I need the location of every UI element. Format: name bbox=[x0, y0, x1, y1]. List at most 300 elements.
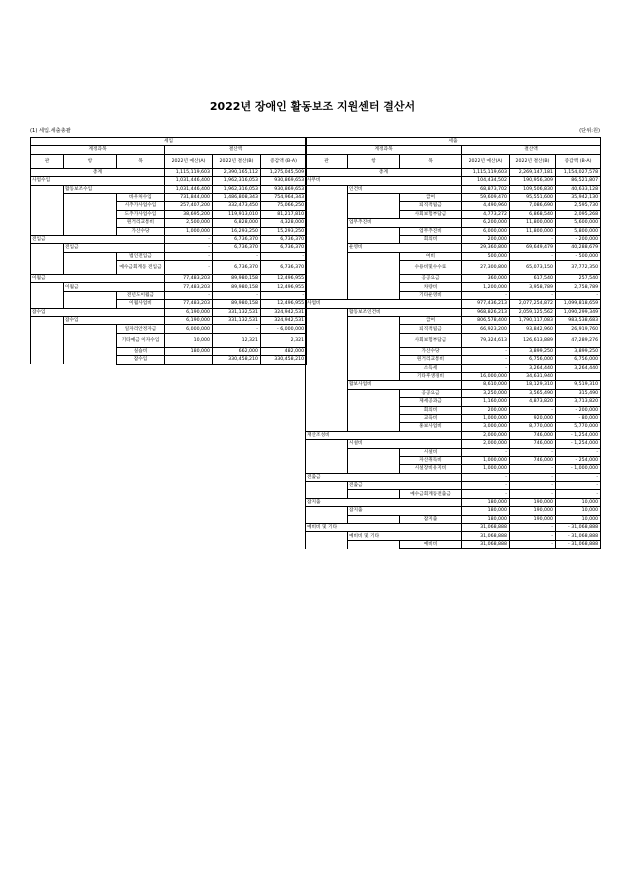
budget-cell: 1,000,000 bbox=[462, 456, 510, 464]
gwan-cell: 사무비 bbox=[306, 177, 462, 185]
settle-cell: 126,613,889 bbox=[510, 333, 556, 347]
settle-cell: 18,129,310 bbox=[510, 381, 556, 389]
diff-cell: 2,758,789 bbox=[556, 283, 601, 291]
settle-cell: 3,899,250 bbox=[510, 347, 556, 355]
indent-cell bbox=[64, 193, 117, 201]
mok-cell: 법인전입금 bbox=[117, 252, 165, 260]
col-budget: 2022년 예산(A) bbox=[165, 154, 213, 168]
table-row bbox=[306, 202, 601, 210]
diff-cell: 2,321 bbox=[261, 333, 307, 347]
settle-cell: 89,980,158 bbox=[213, 300, 261, 308]
table-row bbox=[306, 219, 601, 227]
indent-cell bbox=[306, 532, 348, 540]
diff-cell: 315,490 bbox=[556, 389, 601, 397]
hang-cell: 잡수입 bbox=[64, 317, 165, 325]
mok-cell: 소득세 bbox=[400, 364, 462, 372]
budget-cell: 2,000,000 bbox=[462, 440, 510, 448]
table-row bbox=[31, 244, 307, 252]
budget-cell: 3,250,000 bbox=[462, 389, 510, 397]
mok-cell: 예수금회계동 전입금 bbox=[117, 261, 165, 275]
budget-cell: - bbox=[462, 448, 510, 456]
indent-cell bbox=[306, 244, 348, 252]
indent-cell bbox=[306, 406, 348, 414]
mok-cell: 기타운영비 bbox=[400, 291, 462, 299]
budget-cell: - bbox=[165, 235, 213, 243]
table-row bbox=[31, 261, 307, 275]
indent-cell bbox=[306, 235, 348, 243]
indent-cell bbox=[306, 423, 348, 431]
table-row bbox=[306, 227, 601, 235]
col-diff: 증감액 (B-A) bbox=[556, 154, 601, 168]
table-row bbox=[306, 193, 601, 201]
diff-cell: - 1,254,000 bbox=[556, 440, 601, 448]
indent-cell bbox=[64, 252, 117, 260]
table-row bbox=[306, 473, 601, 481]
indent-cell bbox=[31, 219, 64, 227]
mok-cell: 여비 bbox=[400, 252, 462, 260]
mok-cell: 이월사업비 bbox=[117, 300, 165, 308]
diff-cell: 9,519,310 bbox=[556, 381, 601, 389]
indent-cell bbox=[306, 202, 348, 210]
settle-cell: 11,800,000 bbox=[510, 227, 556, 235]
budget-cell: 200,000 bbox=[462, 406, 510, 414]
budget-cell: 1,000,000 bbox=[462, 414, 510, 422]
table-row bbox=[306, 398, 601, 406]
settle-cell: - bbox=[213, 252, 261, 260]
diff-cell: 3,899,250 bbox=[556, 347, 601, 355]
settle-cell: 331,132,531 bbox=[213, 308, 261, 316]
budget-cell: 1,000,000 bbox=[165, 227, 213, 235]
indent-cell bbox=[348, 372, 400, 380]
budget-cell: 1,115,119,603 bbox=[165, 168, 213, 176]
diff-cell: 47,289,276 bbox=[556, 333, 601, 347]
settle-cell: - bbox=[510, 482, 556, 490]
table-row bbox=[306, 364, 601, 372]
budget-cell: 31,068,888 bbox=[462, 524, 510, 532]
diff-cell: 10,000 bbox=[556, 507, 601, 515]
indent-cell bbox=[31, 291, 64, 299]
indent-cell bbox=[31, 252, 64, 260]
table-row bbox=[306, 414, 601, 422]
settle-cell: 331,132,531 bbox=[213, 317, 261, 325]
table-row bbox=[306, 381, 601, 389]
settle-cell: 3,565,490 bbox=[510, 389, 556, 397]
settle-cell: 3,264,440 bbox=[510, 364, 556, 372]
settle-cell: - bbox=[510, 252, 556, 260]
budget-cell: 10,000 bbox=[165, 333, 213, 347]
settle-cell: 6,756,000 bbox=[510, 356, 556, 364]
indent-cell bbox=[64, 202, 117, 210]
settle-cell: 6,736,370 bbox=[213, 235, 261, 243]
budget-cell: - bbox=[462, 347, 510, 355]
table-row bbox=[306, 524, 601, 532]
mok-cell: 잡수입 bbox=[117, 356, 165, 364]
diff-cell: 324,942,531 bbox=[261, 317, 307, 325]
indent-cell bbox=[306, 219, 348, 227]
indent-cell bbox=[348, 235, 400, 243]
settle-cell: 7,086,690 bbox=[510, 202, 556, 210]
mok-cell: 공공요금 bbox=[400, 389, 462, 397]
mok-cell: 홍보사업비 bbox=[400, 423, 462, 431]
settle-cell: 662,000 bbox=[213, 347, 261, 355]
indent-cell bbox=[64, 219, 117, 227]
indent-cell bbox=[306, 252, 348, 260]
indent-cell bbox=[348, 448, 400, 456]
hang-cell: 시설비 bbox=[348, 440, 462, 448]
indent-cell bbox=[306, 456, 348, 464]
budget-cell: 77,483,203 bbox=[165, 283, 213, 291]
indent-cell bbox=[348, 347, 400, 355]
table-row bbox=[306, 440, 601, 448]
settle-cell: 2,077,254,872 bbox=[510, 300, 556, 308]
indent-cell bbox=[348, 540, 400, 548]
indent-cell bbox=[348, 398, 400, 406]
indent-cell bbox=[306, 515, 348, 523]
mok-cell: 자산취득비 bbox=[400, 456, 462, 464]
mok-cell: 업무추진비 bbox=[400, 227, 462, 235]
indent-cell bbox=[348, 414, 400, 422]
budget-cell: 6,190,000 bbox=[165, 317, 213, 325]
diff-cell: 482,000 bbox=[261, 347, 307, 355]
diff-cell: 12,496,955 bbox=[261, 300, 307, 308]
budget-cell: 4,490,960 bbox=[462, 202, 510, 210]
table-row bbox=[31, 235, 307, 243]
col-gwan: 관 bbox=[306, 154, 348, 168]
table-row bbox=[306, 235, 601, 243]
table-row bbox=[306, 507, 601, 515]
indent-cell bbox=[306, 540, 348, 548]
diff-cell: - 200,000 bbox=[556, 235, 601, 243]
diff-cell: - bbox=[556, 482, 601, 490]
col-settle: 2022년 결산(B) bbox=[510, 154, 556, 168]
table-row bbox=[31, 325, 307, 333]
indent-cell bbox=[306, 317, 348, 325]
settle-cell: 89,980,158 bbox=[213, 283, 261, 291]
indent-cell bbox=[31, 185, 64, 193]
col-settle: 2022년 결산(B) bbox=[213, 154, 261, 168]
budget-cell: 500,000 bbox=[462, 252, 510, 260]
table-row bbox=[306, 317, 601, 325]
mok-cell: 예비비 bbox=[400, 540, 462, 548]
table-row bbox=[306, 423, 601, 431]
table-row bbox=[306, 465, 601, 473]
budget-cell: 4,773,272 bbox=[462, 210, 510, 218]
budget-cell: 79,324,613 bbox=[462, 333, 510, 347]
budget-cell: - bbox=[462, 291, 510, 299]
indent-cell bbox=[306, 227, 348, 235]
budget-cell: - bbox=[165, 252, 213, 260]
table-row bbox=[31, 347, 307, 355]
table-row bbox=[306, 308, 601, 316]
indent-cell bbox=[348, 465, 400, 473]
indent-cell bbox=[348, 317, 400, 325]
budget-cell: 27,300,800 bbox=[462, 261, 510, 275]
table-row bbox=[306, 490, 601, 498]
diff-cell: - bbox=[556, 473, 601, 481]
diff-cell: - bbox=[261, 252, 307, 260]
diff-cell: 6,736,370 bbox=[261, 261, 307, 275]
mok-cell: 예수금회계동전출금 bbox=[400, 490, 462, 498]
table-row bbox=[306, 325, 601, 333]
revenue-table bbox=[30, 137, 307, 365]
indent-cell bbox=[64, 227, 117, 235]
settle-cell: 617,540 bbox=[510, 275, 556, 283]
diff-cell: - 6,000,000 bbox=[261, 325, 307, 333]
hang-cell: 운영비 bbox=[348, 244, 462, 252]
diff-cell: - 200,000 bbox=[556, 406, 601, 414]
budget-cell: 257,407,200 bbox=[165, 202, 213, 210]
indent-cell bbox=[348, 291, 400, 299]
mok-cell: 일자리안정자금 bbox=[117, 325, 165, 333]
settle-cell: - bbox=[510, 448, 556, 456]
table-row bbox=[306, 252, 601, 260]
revenue-section-title: 세입 bbox=[31, 138, 307, 146]
settle-cell: 332,473,450 bbox=[213, 202, 261, 210]
indent-cell bbox=[348, 456, 400, 464]
diff-cell: - 500,000 bbox=[556, 252, 601, 260]
indent-cell bbox=[31, 283, 64, 291]
budget-cell: - bbox=[462, 482, 510, 490]
budget-cell: 6,000,000 bbox=[165, 325, 213, 333]
settle-cell: 190,000 bbox=[510, 507, 556, 515]
settle-cell: 920,000 bbox=[510, 414, 556, 422]
settle-cell: 93,842,960 bbox=[510, 325, 556, 333]
table-row bbox=[306, 389, 601, 397]
settle-cell: - bbox=[213, 325, 261, 333]
table-row bbox=[306, 406, 601, 414]
table-row bbox=[306, 168, 601, 176]
settle-cell: - bbox=[510, 406, 556, 414]
table-row bbox=[306, 275, 601, 283]
mok-cell: 기타후생경비 bbox=[400, 372, 462, 380]
settle-cell: - bbox=[510, 473, 556, 481]
diff-cell: 754,964,343 bbox=[261, 193, 307, 201]
diff-cell: - 80,000 bbox=[556, 414, 601, 422]
budget-cell: 1,160,000 bbox=[462, 398, 510, 406]
diff-cell: 12,496,955 bbox=[261, 283, 307, 291]
diff-cell: 2,095,268 bbox=[556, 210, 601, 218]
indent-cell bbox=[64, 210, 117, 218]
indent-cell bbox=[306, 482, 348, 490]
indent-cell bbox=[306, 440, 348, 448]
indent-cell bbox=[348, 423, 400, 431]
budget-cell: - bbox=[462, 364, 510, 372]
table-row bbox=[306, 291, 601, 299]
indent-cell bbox=[348, 202, 400, 210]
diff-cell: 12,496,955 bbox=[261, 275, 307, 283]
col-mok: 목 bbox=[400, 154, 462, 168]
settle-cell: 34,631,940 bbox=[510, 372, 556, 380]
settle-cell: 190,000 bbox=[510, 515, 556, 523]
table-row bbox=[306, 356, 601, 364]
budget-cell: 200,000 bbox=[462, 235, 510, 243]
budget-cell: 8,610,000 bbox=[462, 381, 510, 389]
diff-cell: 5,600,000 bbox=[556, 219, 601, 227]
budget-cell bbox=[165, 356, 213, 364]
gwan-cell: 재산조성비 bbox=[306, 431, 462, 439]
table-row bbox=[306, 185, 601, 193]
indent-cell bbox=[64, 261, 117, 275]
settle-cell: 330,458,210 bbox=[213, 356, 261, 364]
mok-cell: 전년도이월금 bbox=[117, 291, 165, 299]
indent-cell bbox=[31, 227, 64, 235]
indent-cell bbox=[64, 333, 117, 347]
mok-cell: 원거리교통비 bbox=[400, 356, 462, 364]
mok-cell: 잡지출 bbox=[400, 515, 462, 523]
diff-cell: 930,869,653 bbox=[261, 185, 307, 193]
indent-cell bbox=[31, 347, 64, 355]
diff-cell: 1,099,818,659 bbox=[556, 300, 601, 308]
settle-cell: 746,000 bbox=[510, 431, 556, 439]
table-row bbox=[306, 261, 601, 275]
budget-cell: 77,483,203 bbox=[165, 300, 213, 308]
settle-cell: - bbox=[510, 524, 556, 532]
settle-cell: 1,962,316,053 bbox=[213, 177, 261, 185]
budget-cell: 6,200,000 bbox=[462, 219, 510, 227]
diff-cell: 6,756,000 bbox=[556, 356, 601, 364]
mok-cell: 공공요금 bbox=[400, 275, 462, 283]
budget-cell: 1,115,119,603 bbox=[462, 168, 510, 176]
hang-cell: 인건비 bbox=[348, 185, 462, 193]
settle-cell: 95,551,600 bbox=[510, 193, 556, 201]
gwan-cell: 전출금 bbox=[306, 473, 462, 481]
mok-cell: 사회보험부담금 bbox=[400, 333, 462, 347]
budget-cell: - bbox=[165, 244, 213, 252]
diff-cell: - 31,068,888 bbox=[556, 524, 601, 532]
col-mok: 목 bbox=[117, 154, 165, 168]
diff-cell: 37,772,350 bbox=[556, 261, 601, 275]
gwan-cell: 사업비 bbox=[306, 300, 462, 308]
diff-cell: - 254,000 bbox=[556, 456, 601, 464]
table-row bbox=[31, 275, 307, 283]
indent-cell bbox=[306, 448, 348, 456]
settle-cell: - bbox=[510, 540, 556, 548]
diff-cell: 6,736,370 bbox=[261, 244, 307, 252]
col-gwan: 관 bbox=[31, 154, 64, 168]
table-row bbox=[306, 300, 601, 308]
budget-cell: 180,000 bbox=[462, 498, 510, 506]
table-row bbox=[31, 252, 307, 260]
table-row bbox=[306, 372, 601, 380]
budget-cell: 1,000,000 bbox=[462, 465, 510, 473]
indent-cell bbox=[64, 291, 117, 299]
gwan-cell: 예비비 및 기타 bbox=[306, 524, 462, 532]
diff-cell: 330,458,210 bbox=[261, 356, 307, 364]
table-row bbox=[306, 482, 601, 490]
table-row bbox=[306, 515, 601, 523]
indent-cell bbox=[348, 364, 400, 372]
settle-cell: - bbox=[510, 235, 556, 243]
mok-cell: 시추가사업수입 bbox=[117, 202, 165, 210]
account-header: 계정과목 bbox=[306, 146, 462, 154]
indent-cell bbox=[64, 347, 117, 355]
budget-cell: 360,000 bbox=[462, 275, 510, 283]
settle-cell: 89,980,158 bbox=[213, 275, 261, 283]
mok-cell: 가산수당 bbox=[117, 227, 165, 235]
table-row bbox=[31, 193, 307, 201]
diff-cell: 257,540 bbox=[556, 275, 601, 283]
budget-cell: 66,923,200 bbox=[462, 325, 510, 333]
budget-cell: 3,000,000 bbox=[462, 423, 510, 431]
table-row bbox=[306, 532, 601, 540]
table-row bbox=[31, 300, 307, 308]
table-row bbox=[306, 177, 601, 185]
indent-cell bbox=[306, 372, 348, 380]
mok-cell: 원거리교통비 bbox=[117, 219, 165, 227]
table-row bbox=[306, 431, 601, 439]
indent-cell bbox=[348, 515, 400, 523]
table-row bbox=[31, 202, 307, 210]
gwan-cell: 사업수입 bbox=[31, 177, 165, 185]
settle-cell: 109,506,830 bbox=[510, 185, 556, 193]
budget-cell: 6,190,000 bbox=[165, 308, 213, 316]
diff-cell: 5,770,000 bbox=[556, 423, 601, 431]
col-diff: 증감액 (B-A) bbox=[261, 154, 307, 168]
mok-cell: 차량비 bbox=[400, 283, 462, 291]
table-row bbox=[31, 227, 307, 235]
budget-cell: 104,434,502 bbox=[462, 177, 510, 185]
mok-cell: 회의비 bbox=[400, 235, 462, 243]
budget-cell: 180,000 bbox=[462, 507, 510, 515]
budget-cell: 68,873,702 bbox=[462, 185, 510, 193]
budget-cell: 31,068,888 bbox=[462, 540, 510, 548]
settle-cell: - bbox=[510, 532, 556, 540]
diff-cell: 983,538,683 bbox=[556, 317, 601, 325]
indent-cell bbox=[348, 210, 400, 218]
diff-cell: - 31,068,888 bbox=[556, 532, 601, 540]
settle-cell: 1,486,808,343 bbox=[213, 193, 261, 201]
table-row bbox=[31, 333, 307, 347]
mok-cell: 교육비 bbox=[400, 414, 462, 422]
settle-cell: 69,649,479 bbox=[510, 244, 556, 252]
budget-cell: 968,826,213 bbox=[462, 308, 510, 316]
indent-cell bbox=[306, 414, 348, 422]
indent-cell bbox=[306, 210, 348, 218]
diff-cell: - 1,254,000 bbox=[556, 431, 601, 439]
hang-cell: 잡지출 bbox=[348, 507, 462, 515]
expenditure-section-title: 세출 bbox=[306, 138, 601, 146]
table-row bbox=[31, 168, 307, 176]
indent-cell bbox=[31, 193, 64, 201]
indent-cell bbox=[306, 389, 348, 397]
budget-cell: - bbox=[462, 490, 510, 498]
indent-cell bbox=[306, 381, 348, 389]
diff-cell: 35,942,130 bbox=[556, 193, 601, 201]
total-label: 총계 bbox=[31, 168, 165, 176]
diff-cell: 10,000 bbox=[556, 515, 601, 523]
diff-cell: 6,736,370 bbox=[261, 235, 307, 243]
hang-cell: 활보사업비 bbox=[348, 381, 462, 389]
gwan-cell: 전입금 bbox=[31, 235, 165, 243]
indent-cell bbox=[348, 283, 400, 291]
settle-cell: 8,770,000 bbox=[510, 423, 556, 431]
diff-cell: 81,217,810 bbox=[261, 210, 307, 218]
hang-cell: 전출금 bbox=[348, 482, 462, 490]
table-row bbox=[31, 210, 307, 218]
hang-cell: 이월금 bbox=[64, 283, 165, 291]
mok-cell: 가산수당 bbox=[400, 347, 462, 355]
indent-cell bbox=[348, 261, 400, 275]
budget-cell: 31,068,888 bbox=[462, 532, 510, 540]
table-row bbox=[306, 498, 601, 506]
indent-cell bbox=[31, 244, 64, 252]
table-row bbox=[306, 540, 601, 548]
settle-cell: - bbox=[213, 291, 261, 299]
gwan-cell: 이월금 bbox=[31, 275, 165, 283]
budget-cell: 6,000,000 bbox=[462, 227, 510, 235]
budget-cell: 977,436,213 bbox=[462, 300, 510, 308]
mok-cell: 시설비 bbox=[400, 448, 462, 456]
